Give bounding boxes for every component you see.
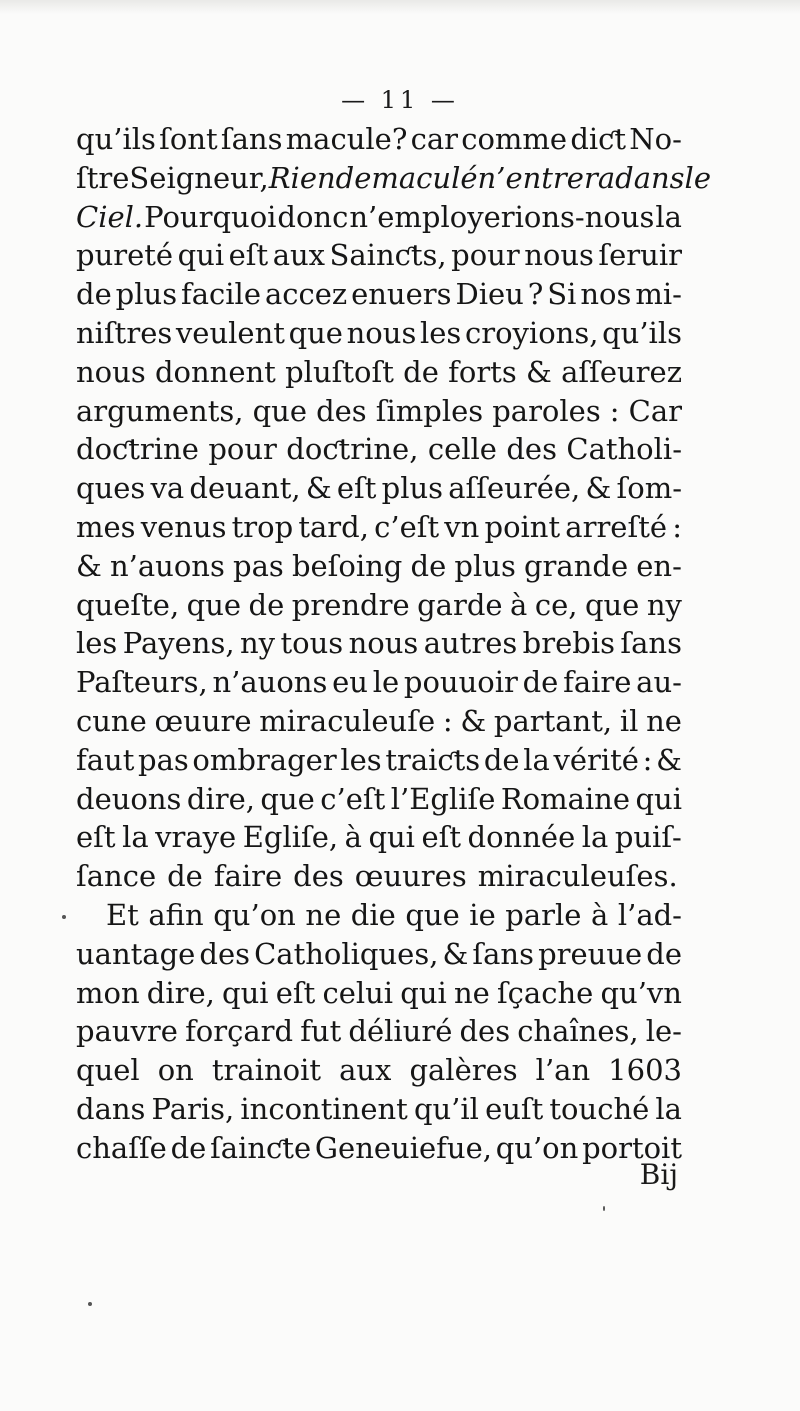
word: ny xyxy=(240,626,276,661)
word: mon xyxy=(76,975,140,1010)
word: : xyxy=(642,742,653,777)
word: qui xyxy=(177,238,225,273)
word: eu xyxy=(332,665,368,700)
word: pas xyxy=(233,548,284,583)
word: deuant, xyxy=(189,471,301,506)
word: Sainƈts, xyxy=(329,238,447,273)
word: la xyxy=(655,199,682,234)
word: œuure xyxy=(154,703,252,738)
word: ſont xyxy=(159,122,218,156)
word: deuons xyxy=(76,781,182,816)
word: fut xyxy=(300,1014,342,1049)
word: pauvre xyxy=(76,1014,178,1049)
word: ques xyxy=(76,471,146,506)
text-line xyxy=(76,780,682,819)
word: n’auons xyxy=(212,665,328,700)
word: pour xyxy=(451,238,520,273)
word: qu’il xyxy=(413,1091,479,1126)
word: miraculeuſes. xyxy=(477,859,678,894)
word: Si xyxy=(547,277,577,312)
word: la xyxy=(655,1091,682,1126)
text-line xyxy=(76,314,682,353)
word: uantage xyxy=(76,936,196,971)
word: dire, xyxy=(146,975,215,1010)
word: doƈtrine xyxy=(76,432,199,467)
word: diƈt xyxy=(570,122,627,156)
text-line xyxy=(76,353,682,392)
word: il xyxy=(619,703,639,738)
word: croyions, xyxy=(464,315,599,350)
word: chaſſe xyxy=(76,1130,167,1165)
word: c’eſt xyxy=(374,509,440,544)
word: galères xyxy=(409,1053,518,1088)
word: tard, xyxy=(298,509,369,544)
word: ſainƈte xyxy=(210,1130,312,1165)
word: donnent xyxy=(154,354,276,389)
word: celui xyxy=(322,975,394,1010)
word: eſt xyxy=(76,820,116,855)
word: Paſteurs, xyxy=(76,665,208,700)
text-line xyxy=(76,818,682,857)
word: incontinent xyxy=(240,1091,408,1126)
word: ſans xyxy=(472,936,534,971)
text-line xyxy=(76,974,682,1013)
word: venus xyxy=(140,509,227,544)
word: aſſeurez xyxy=(561,354,682,389)
word: puiſ- xyxy=(614,820,682,855)
word: qu’ils xyxy=(602,315,682,350)
text-line xyxy=(76,392,682,431)
word: mi- xyxy=(635,277,682,312)
word: dire, xyxy=(186,781,255,816)
word: quel xyxy=(76,1053,140,1088)
word: facile xyxy=(181,277,261,312)
word: portoit xyxy=(582,1130,682,1165)
word: le xyxy=(372,665,400,700)
word: vraye xyxy=(155,820,237,855)
word: aux xyxy=(339,1053,392,1088)
word: trainoit xyxy=(211,1053,322,1088)
word: mes xyxy=(76,509,136,544)
word: macule? xyxy=(285,122,408,156)
word: faut xyxy=(76,742,135,777)
word: à xyxy=(590,897,609,932)
word: ſimples xyxy=(375,393,484,428)
word: nous xyxy=(348,626,419,661)
word: ne xyxy=(453,975,490,1010)
word: n’auons xyxy=(109,548,225,583)
word: comme xyxy=(461,122,568,156)
word: en- xyxy=(636,548,682,583)
word: que xyxy=(186,587,242,622)
word: Payens, xyxy=(122,626,235,661)
word: ne xyxy=(305,897,342,932)
word: afin xyxy=(148,897,204,932)
word: des xyxy=(199,936,251,971)
word: que xyxy=(288,315,343,350)
text-line xyxy=(76,741,682,780)
word: des xyxy=(293,859,344,894)
word: car xyxy=(410,122,459,156)
word: donnée xyxy=(467,820,576,855)
word: que xyxy=(584,587,640,622)
word: enuers xyxy=(351,277,452,312)
word: Seigneur, xyxy=(129,160,269,195)
text-line xyxy=(76,159,711,198)
word: grande xyxy=(523,548,629,583)
word: c’eſt xyxy=(320,781,386,816)
word: la xyxy=(523,742,550,777)
word: die xyxy=(350,897,396,932)
ink-speck xyxy=(88,1302,92,1306)
word: de xyxy=(646,936,682,971)
word: aſſeurée, xyxy=(448,471,581,506)
word: de xyxy=(170,1130,207,1165)
word: celle xyxy=(427,432,497,467)
word: qu’on xyxy=(495,1130,579,1165)
word: la xyxy=(122,820,149,855)
word: qui xyxy=(635,781,682,816)
word: & xyxy=(656,742,682,777)
word: faire xyxy=(213,859,283,894)
word: des xyxy=(459,1014,511,1049)
word: n’entrera xyxy=(477,160,616,195)
word: de xyxy=(248,587,285,622)
word: Rien xyxy=(268,160,336,195)
word: n’employerions-nous xyxy=(349,199,655,234)
word: les xyxy=(419,315,462,350)
text-line xyxy=(76,469,682,508)
word: preuue xyxy=(538,936,643,971)
word: de xyxy=(522,665,559,700)
word: les xyxy=(340,742,382,777)
word: que xyxy=(405,897,460,932)
word: autres xyxy=(423,626,518,661)
text-line xyxy=(76,586,682,625)
word: au- xyxy=(636,665,682,700)
word: des xyxy=(316,393,367,428)
ink-speck xyxy=(603,1206,605,1211)
word: doƈtrine, xyxy=(286,432,419,467)
word: miraculeuſe xyxy=(259,703,436,738)
word: eſt xyxy=(336,471,377,506)
word: aux xyxy=(272,238,326,273)
word: ſom- xyxy=(616,471,682,506)
word: eſt xyxy=(421,820,462,855)
word: Pourquoi xyxy=(144,199,277,234)
text-line xyxy=(76,1090,682,1129)
word: pas xyxy=(138,742,189,777)
word: ie xyxy=(469,897,496,932)
text-line xyxy=(76,236,682,275)
word: ombrager xyxy=(192,742,337,777)
word: ny xyxy=(646,587,682,622)
word: qu’ils xyxy=(76,122,156,156)
word: déliuré xyxy=(348,1014,453,1049)
word: chaînes, xyxy=(517,1014,639,1049)
word: & xyxy=(76,548,102,583)
word: faire xyxy=(563,665,632,700)
word: ſtre xyxy=(76,160,130,195)
word: Car xyxy=(628,393,682,428)
word: & xyxy=(442,936,469,971)
word: ? xyxy=(527,277,544,312)
word: & xyxy=(585,471,612,506)
word: ſance xyxy=(76,859,157,894)
catchword: Bij xyxy=(639,1158,678,1191)
word: vn xyxy=(444,509,480,544)
word: de xyxy=(76,277,112,312)
word: pour xyxy=(208,432,277,467)
word: 1603 xyxy=(608,1053,682,1088)
word: le- xyxy=(645,1014,682,1049)
word: de xyxy=(483,742,520,777)
word: Geneuiefue, xyxy=(314,1130,492,1165)
word: tous xyxy=(280,626,344,661)
text-line xyxy=(76,275,682,314)
word: dans xyxy=(615,160,685,195)
word: à xyxy=(510,587,528,622)
word: qu’on xyxy=(213,897,296,932)
word: eſt xyxy=(275,975,316,1010)
word: maculé xyxy=(371,160,478,195)
word: Romaine xyxy=(500,781,631,816)
word: prendre xyxy=(291,587,410,622)
word: traiƈts xyxy=(385,742,481,777)
page-top-edge xyxy=(0,0,800,14)
word: ſçache xyxy=(496,975,594,1010)
ink-speck xyxy=(62,915,66,919)
word: donc xyxy=(277,199,349,234)
text-line xyxy=(76,508,682,547)
word: vérité xyxy=(553,742,639,777)
word: ſans xyxy=(220,122,283,156)
word: qui xyxy=(222,975,269,1010)
word: nous xyxy=(346,315,417,350)
word: beſoing xyxy=(291,548,403,583)
word: de xyxy=(403,354,439,389)
text-line xyxy=(76,857,682,896)
text-line xyxy=(76,430,682,469)
word: des xyxy=(506,432,557,467)
word: arguments, xyxy=(76,393,244,428)
word: accez xyxy=(264,277,348,312)
word: trop xyxy=(231,509,294,544)
word: euſt xyxy=(485,1091,544,1126)
word: forçard xyxy=(185,1014,294,1049)
word: paroles xyxy=(492,393,601,428)
word: Catholiques, xyxy=(254,936,439,971)
text-line xyxy=(76,1129,682,1168)
word: pluſtoſt xyxy=(285,354,394,389)
word: on xyxy=(157,1053,194,1088)
body-text xyxy=(76,120,711,1168)
word: point xyxy=(484,509,561,544)
word: touché xyxy=(549,1091,650,1126)
text-line xyxy=(76,120,682,159)
word: Dieu xyxy=(455,277,524,312)
text-line xyxy=(76,702,682,741)
word: l’Egliſe xyxy=(390,781,496,816)
word: queſte, xyxy=(76,587,180,622)
word: que xyxy=(260,781,315,816)
word: & xyxy=(525,354,552,389)
text-line xyxy=(76,663,682,702)
word: Ciel. xyxy=(76,199,144,234)
word: plus xyxy=(115,277,178,312)
word: plus xyxy=(454,548,516,583)
word: partant, xyxy=(493,703,613,738)
word: plus xyxy=(381,471,444,506)
word: de xyxy=(167,859,203,894)
word: & xyxy=(305,471,332,506)
word: : xyxy=(442,703,453,738)
word: œuures xyxy=(354,859,467,894)
word: Catholi- xyxy=(566,432,682,467)
word: l’ad- xyxy=(617,897,682,932)
word: Egliſe, xyxy=(242,820,339,855)
word: dans xyxy=(76,1091,146,1126)
word: qui xyxy=(400,975,447,1010)
page-number: — 11 — xyxy=(341,86,459,114)
word: nos xyxy=(580,277,632,312)
word: Et xyxy=(106,897,139,932)
word: ne xyxy=(646,703,682,738)
word: ſeruir xyxy=(598,238,682,273)
word: forts xyxy=(448,354,517,389)
word: nous xyxy=(524,238,594,273)
word: eſt xyxy=(228,238,269,273)
word: l’an xyxy=(535,1053,591,1088)
text-line xyxy=(76,624,682,663)
word: qu’vn xyxy=(600,975,682,1010)
word: niſtres xyxy=(76,315,173,350)
text-line xyxy=(76,1051,682,1090)
word: No- xyxy=(629,122,682,156)
text-line xyxy=(76,547,682,586)
word: va xyxy=(150,471,185,506)
word: le xyxy=(684,160,711,195)
text-line xyxy=(76,896,682,935)
word: garde xyxy=(417,587,503,622)
word: arreſté xyxy=(565,509,668,544)
word: parle xyxy=(505,897,582,932)
word: la xyxy=(581,820,609,855)
word: pureté xyxy=(76,238,174,273)
word: à xyxy=(344,820,362,855)
word: : xyxy=(609,393,620,428)
word: pouuoir xyxy=(403,665,518,700)
text-line xyxy=(76,198,682,237)
word: de xyxy=(335,160,372,195)
word: brebis xyxy=(522,626,615,661)
word: ce, xyxy=(534,587,578,622)
word: qui xyxy=(368,820,415,855)
word: veulent xyxy=(175,315,285,350)
text-line xyxy=(76,1012,682,1051)
word: les xyxy=(76,626,118,661)
word: nous xyxy=(76,354,146,389)
word: : xyxy=(672,509,682,544)
word: que xyxy=(252,393,307,428)
word: de xyxy=(410,548,447,583)
word: ſans xyxy=(620,626,682,661)
text-line xyxy=(76,935,682,974)
word: Paris, xyxy=(151,1091,235,1126)
word: cune xyxy=(76,703,147,738)
word: & xyxy=(460,703,487,738)
